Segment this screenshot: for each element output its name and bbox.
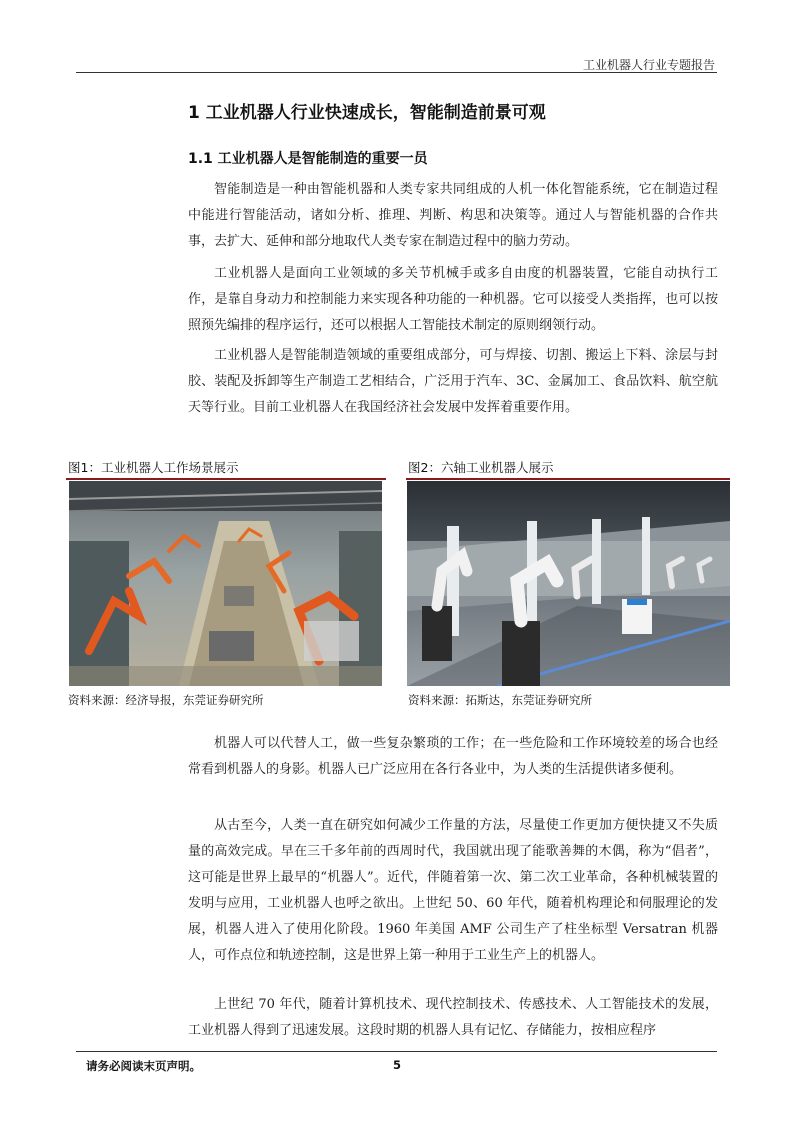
figure-2-rule <box>406 478 730 480</box>
section-title: 1 工业机器人行业快速成长，智能制造前景可观 <box>188 103 546 123</box>
header-title: 工业机器人行业专题报告 <box>582 58 715 72</box>
paragraph-robot-replace-labor: 机器人可以代替人工，做一些复杂繁琐的工作；在一些危险和工作环境较差的场合也经常看到机器人的身影。机器人已广泛应用在各行各业中，为人类的生活提供诸多便利。 <box>188 736 718 777</box>
figure-1-image <box>69 481 382 686</box>
figure-2-image <box>407 481 730 686</box>
figure-1-title: 图1：工业机器人工作场景展示 <box>68 460 239 475</box>
paragraph-intelligent-manufacturing: 智能制造是一种由智能机器和人类专家共同组成的人机一体化智能系统，它在制造过程中能进行智能活动，诸如分析、推理、判断、构思和决策等。通过人与智能机器的合作共事，去扩大、延伸和部分地取代人类专家在制造过程中的脑力劳动。 <box>188 182 718 249</box>
subsection-title: 1.1 工业机器人是智能制造的重要一员 <box>188 151 428 167</box>
paragraph-robot-definition: 工业机器人是面向工业领域的多关节机械手或多自由度的机器装置，它能自动执行工作，是靠自身动力和控制能力来实现各种功能的一种机器。它可以接受人类指挥，也可以按照预先编排的程序运行，还可以根据人工智能技术制定的原则纲领行动。 <box>188 266 718 333</box>
paragraph-robot-1970s: 上世纪 70 年代，随着计算机技术、现代控制技术、传感技术、人工智能技术的发展，工业机器人得到了迅速发展。这段时期的机器人具有记忆、存储能力，按相应程序 <box>188 997 718 1038</box>
figure-1-source: 资料来源：经济导报，东莞证券研究所 <box>68 693 264 707</box>
footer-disclaimer: 请务必阅读末页声明。 <box>86 1059 201 1073</box>
paragraph-robot-history: 从古至今，人类一直在研究如何减少工作量的方法，尽量使工作更加方便快捷又不失质量的高效完成。早在三千多年前的西周时代，我国就出现了能歌善舞的木偶，称为“倡者”，这可能是世界上最早的“机器人”。近代，伴随着第一次、第二次工业革命，各种机械装置的发明与应用，工业机器人也呼之欲出。上世纪 50、60 年代，随着机构理论和伺服理论的发展，机器人进入了使用化阶段。1960 年美国 AMF 公司生产了柱坐标型 Versatran 机器人，可作点位和轨迹控制，这是世界上第一种用于工业生产上的机器人。 <box>188 818 718 963</box>
footer-rule <box>76 1051 717 1052</box>
figure-2-title: 图2：六轴工业机器人展示 <box>408 460 554 475</box>
figure-2-source: 资料来源：拓斯达，东莞证券研究所 <box>408 693 592 707</box>
figure-1-rule <box>66 478 386 480</box>
paragraph-robot-applications: 工业机器人是智能制造领域的重要组成部分，可与焊接、切割、搬运上下料、涂层与封胶、装配及拆卸等生产制造工艺相结合，广泛用于汽车、3C、金属加工、食品饮料、航空航天等行业。目前工业机器人在我国经济社会发展中发挥着重要作用。 <box>188 348 718 415</box>
header-rule <box>76 72 717 73</box>
page-number: 5 <box>393 1058 402 1072</box>
